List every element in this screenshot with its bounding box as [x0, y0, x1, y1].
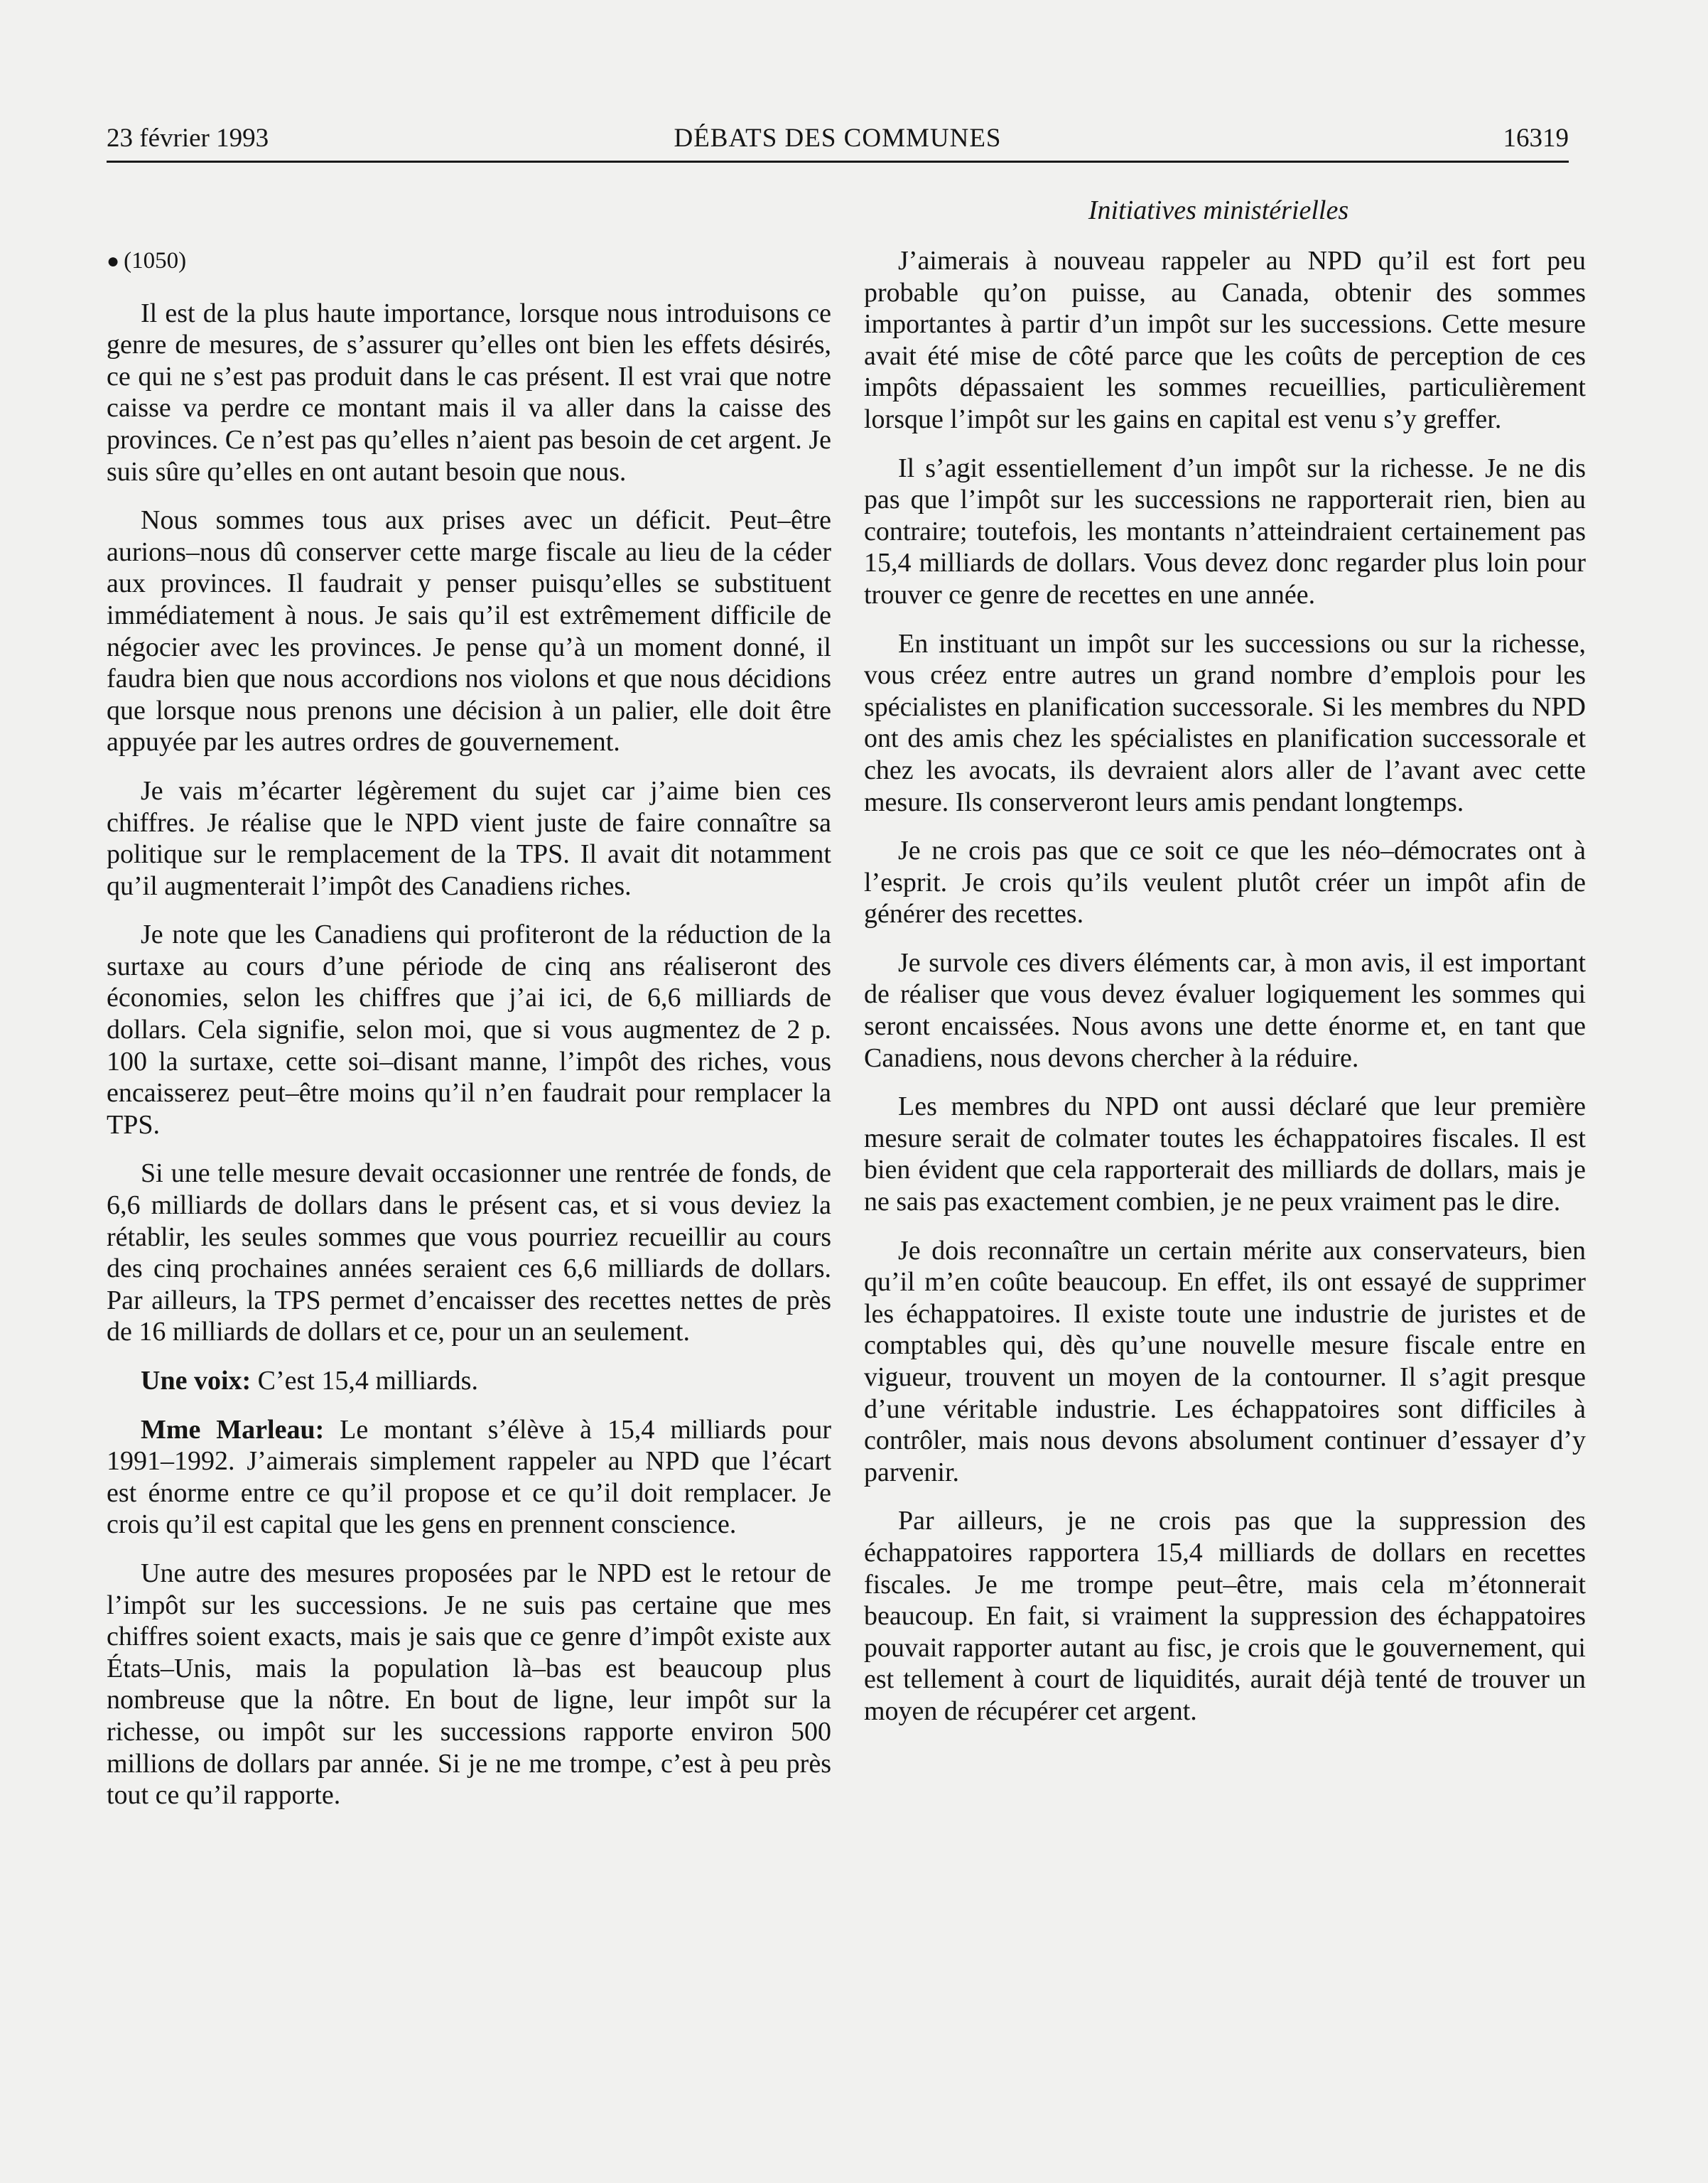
- speaker-name: Mme Marleau:: [141, 1414, 325, 1445]
- header-page-number: 16319: [1503, 124, 1569, 153]
- paragraph: Il est de la plus haute importance, lorsque nous introduisons ce genre de mesures, de s’assurer qu’elles ont bien les effets désirés, ce qui ne s’est pas produit dans le cas présent. Il est vrai que notre caisse va perdre ce montant mais il va aller dans la caisse des provinces. Ce n’est pas qu’elles n’aient pas besoin de cet argent. Je suis sûre qu’elles en ont autant besoin que nous.: [107, 298, 831, 487]
- paragraph: Si une telle mesure devait occasionner une rentrée de fonds, de 6,6 milliards de dollars dans le présent cas, et si vous deviez la rétablir, les seules sommes que vous pourriez recueillir au cours des cinq prochaines années seraient ces 6,6 milliards de dollars. Par ailleurs, la TPS permet d’encaisser des recettes nettes de près de 16 milliards de dollars et ce, pour un an seulement.: [107, 1158, 831, 1347]
- bullet-icon: ●: [107, 249, 120, 273]
- header-date: 23 février 1993: [107, 124, 269, 153]
- paragraph: Je dois reconnaître un certain mérite aux conservateurs, bien qu’il m’en coûte beaucoup. En effet, ils ont essayé de supprimer les échappatoires. Il existe toute une industrie de juristes et de comptables qui, dès qu’une nouvelle mesure fiscale entre en vigueur, trouvent un moyen de la contourner. Il s’agit presque d’une véritable industrie. Les échappatoires sont difficiles à contrôler, mais nous devons absolument continuer d’essayer d’y parvenir.: [864, 1235, 1586, 1487]
- paragraph: Je note que les Canadiens qui profiteront de la réduction de la surtaxe au cours d’une période de cinq ans réaliseront des économies, selon les chiffres que j’ai ici, de 6,6 milliards de dollars. Cela signifie, selon moi, que si vous augmentez de 2 p. 100 la surtaxe, cette soi–disant manne, l’impôt des riches, vous encaisserez peut–être moins qu’il n’en faudrait pour remplacer la TPS.: [107, 920, 831, 1140]
- header-title: DÉBATS DES COMMUNES: [674, 124, 1002, 153]
- speech-text: C’est 15,4 milliards.: [251, 1366, 478, 1396]
- paragraph: En instituant un impôt sur les successions ou sur la richesse, vous créez entre autres un grand nombre d’emplois pour les spécialistes en planification successorale. Si les membres du NPD ont des amis chez les spécialistes en planification successorale et chez les avocats, ils devraient alors aller de l’avant avec cette mesure. Ils conserveront leurs amis pendant longtemps.: [864, 628, 1586, 817]
- time-marker: [107, 245, 831, 278]
- right-column: [864, 245, 1586, 1745]
- page-header: [107, 121, 1569, 156]
- section-title: Initiatives ministérielles: [1088, 195, 1349, 225]
- paragraph: Une autre des mesures proposées par le NPD est le retour de l’impôt sur les successions. Je ne suis pas certaine que mes chiffres soient exacts, mais je sais que ce genre d’impôt existe aux États–Unis, mais la population là–bas est beaucoup plus nombreuse que la nôtre. En bout de ligne, leur impôt sur la richesse, ou impôt sur les successions rapporte environ 500 millions de dollars par année. Si je ne me trompe, c’est à peu près tout ce qu’il rapporte.: [107, 1558, 831, 1811]
- paragraph: Nous sommes tous aux prises avec un déficit. Peut–être aurions–nous dû conserver cette marge fiscale au lieu de la céder aux provinces. Il faudrait y penser puisqu’elles se substituent immédiatement à nous. Je sais qu’il est extrêmement difficile de négocier avec les provinces. Je pense qu’à un moment donné, il faudra bien que nous accordions nos violons et que nous décidions que lorsque nous prenons une décision à un palier, elle doit être appuyée par les autres ordres de gouvernement.: [107, 505, 831, 758]
- paragraph: Je survole ces divers éléments car, à mon avis, il est important de réaliser que vous devez évaluer logiquement les sommes qui seront encaissées. Nous avons une dette énorme et, en tant que Canadiens, nous devons chercher à la réduire.: [864, 947, 1586, 1073]
- speaker-name: Une voix:: [141, 1366, 252, 1396]
- paragraph: Je ne crois pas que ce soit ce que les néo–démocrates ont à l’esprit. Je crois qu’ils veulent plutôt créer un impôt afin de générer des recettes.: [864, 836, 1586, 929]
- paragraph: Je vais m’écarter légèrement du sujet car j’aime bien ces chiffres. Je réalise que le NPD vient juste de faire connaître sa politique sur le remplacement de la TPS. Il avait dit notamment qu’il augmenterait l’impôt des Canadiens riches.: [107, 775, 831, 901]
- time-marker-text: (1050): [124, 248, 187, 274]
- paragraph: Il s’agit essentiellement d’un impôt sur la richesse. Je ne dis pas que l’impôt sur les successions ne rapporterait rien, bien au contraire; toutefois, les montants n’atteindraient certainement pas 15,4 milliards de dollars. Vous devez donc regarder plus loin pour trouver ce genre de recettes en une année.: [864, 453, 1586, 610]
- left-column: [107, 245, 831, 1828]
- paragraph: J’aimerais à nouveau rappeler au NPD qu’il est fort peu probable qu’on puisse, au Canada, obtenir des sommes importantes à partir d’un impôt sur les successions. Cette mesure avait été mise de côté parce que les coûts de perception de ces impôts dépassaient les sommes recueillies, particulièrement lorsque l’impôt sur les gains en capital est venu s’y greffer.: [864, 246, 1586, 434]
- paragraph: Par ailleurs, je ne crois pas que la suppression des échappatoires rapportera 15,4 milliards de dollars en recettes fiscales. Je me trompe peut–être, mais cela m’étonnerait beaucoup. En fait, si vraiment la suppression des échappatoires pouvait rapporter autant au fisc, je crois que le gouvernement, qui est tellement à court de liquidités, aurait déjà tenté de trouver un moyen de récupérer cet argent.: [864, 1506, 1586, 1726]
- speech: [107, 1365, 831, 1397]
- speech: [107, 1414, 831, 1541]
- paragraph: Les membres du NPD ont aussi déclaré que leur première mesure serait de colmater toutes les échappatoires fiscales. Il est bien évident que cela rapporterait des milliards de dollars, mais je ne sais pas exactement combien, je ne peux vraiment pas le dire.: [864, 1092, 1586, 1217]
- header-rule: [107, 161, 1569, 163]
- speech-text: Le montant s’élève à 15,4 milliards pour 1991–1992. J’aimerais simplement rappeler au NPD que l’écart est énorme entre ce qu’il propose et ce qu’il doit remplacer. Je crois qu’il est capital que les gens en prennent conscience.: [107, 1414, 831, 1540]
